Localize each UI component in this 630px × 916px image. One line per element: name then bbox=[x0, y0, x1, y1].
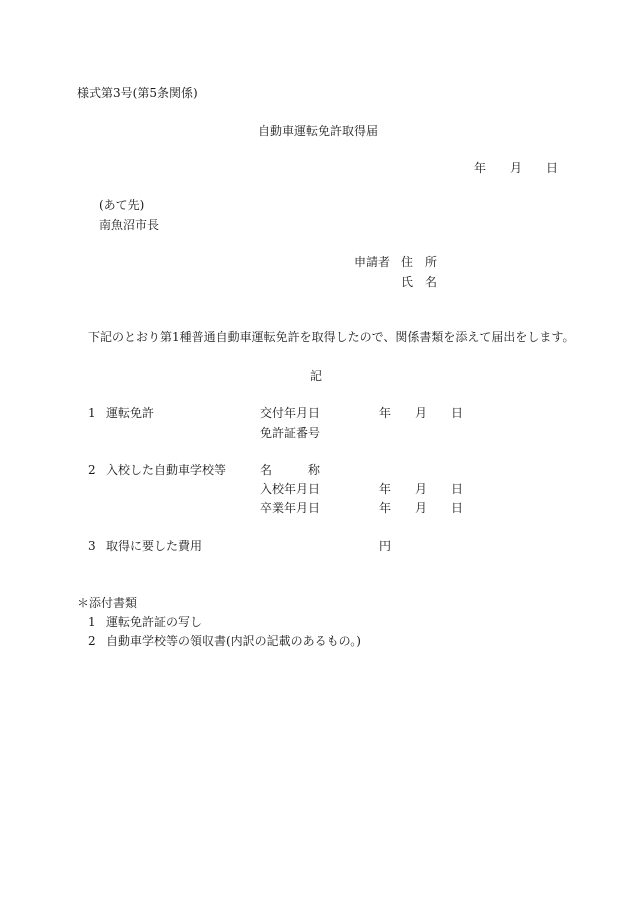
applicant-label: 申請者 bbox=[354, 255, 391, 269]
applicant-name-label: 氏 名 bbox=[401, 275, 438, 289]
addressee-label: (あて先) bbox=[99, 198, 145, 212]
ki-heading: 記 bbox=[310, 369, 323, 383]
issue-date-label: 交付年月日 bbox=[260, 406, 321, 420]
grad-month-label: 月 bbox=[415, 501, 428, 515]
issue-year-label: 年 bbox=[379, 406, 392, 420]
document-title: 自動車運転免許取得届 bbox=[258, 124, 379, 138]
addressee-name: 南魚沼市長 bbox=[99, 218, 160, 232]
item-1-number: 1 bbox=[88, 406, 96, 420]
issue-month-label: 月 bbox=[415, 406, 428, 420]
enroll-date-label: 入校年月日 bbox=[260, 482, 321, 496]
school-name-label: 名 称 bbox=[260, 463, 321, 477]
attachment-2-number: 2 bbox=[88, 634, 96, 648]
grad-year-label: 年 bbox=[379, 501, 392, 515]
item-3-number: 3 bbox=[88, 539, 96, 553]
attachments-heading: ＊添付書類 bbox=[77, 596, 138, 610]
date-day-label: 日 bbox=[546, 161, 559, 175]
date-month-label: 月 bbox=[510, 161, 523, 175]
item-2-label: 入校した自動車学校等 bbox=[106, 463, 227, 477]
cost-yen-label: 円 bbox=[379, 539, 392, 553]
issue-day-label: 日 bbox=[451, 406, 464, 420]
grad-date-label: 卒業年月日 bbox=[260, 501, 321, 515]
item-1-label: 運転免許 bbox=[106, 406, 155, 420]
applicant-address-label: 住 所 bbox=[401, 255, 438, 269]
enroll-month-label: 月 bbox=[415, 482, 428, 496]
attachment-1-text: 運転免許証の写し bbox=[106, 615, 203, 629]
item-3-label: 取得に要した費用 bbox=[106, 539, 203, 553]
form-label: 様式第3号(第5条関係) bbox=[77, 86, 198, 100]
license-number-label: 免許証番号 bbox=[260, 426, 321, 440]
attachment-2-text: 自動車学校等の領収書(内訳の記載のあるもの。) bbox=[106, 634, 361, 648]
enroll-day-label: 日 bbox=[451, 482, 464, 496]
date-year-label: 年 bbox=[474, 161, 487, 175]
enroll-year-label: 年 bbox=[379, 482, 392, 496]
statement: 下記のとおり第1種普通自動車運転免許を取得したので、関係書類を添えて届出をします。 bbox=[88, 330, 575, 344]
grad-day-label: 日 bbox=[451, 501, 464, 515]
item-2-number: 2 bbox=[88, 463, 96, 477]
attachment-1-number: 1 bbox=[88, 615, 96, 629]
